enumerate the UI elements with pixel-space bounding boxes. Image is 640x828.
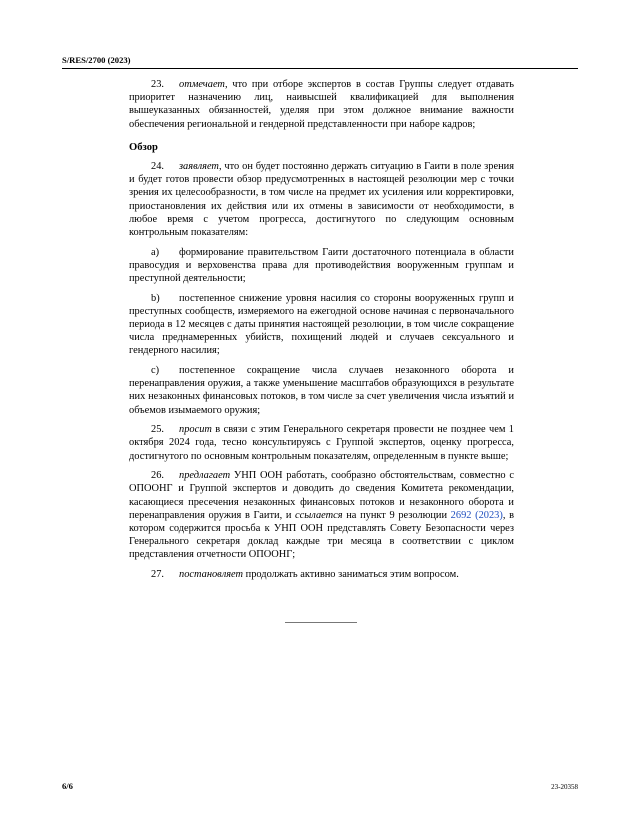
document-symbol: S/RES/2700 (2023) xyxy=(62,55,578,69)
section-title: Обзор xyxy=(129,141,158,153)
page-number: 6/6 xyxy=(62,781,73,791)
paragraph-26: 26. предлагает УНП ООН работать, сообразно обстоятельствам, совместно с ОПООНГ и Группой экспертов и доводить до сведения Комитета рекомендации, касающиеся пресечения незаконных финансовых потоков и незаконного оборота и перенаправления оружия в Гаити, и ссылается на пункт 9 резолюции 2692 (2023), в котором содержится просьба к УНП ООН представлять Совету Безопасности через Генерального секретаря доклад каждые три месяца в соответствии с циклом представления отчетности ОПООНГ; xyxy=(129,470,514,561)
subparagraph-b: b) постепенное снижение уровня насилия со стороны вооруженных групп и преступных сообществ, измеряемого на ежегодной основе начиная с первоначального периода в 12 месяцев с даты принятия настоящей резолюции, в том числе сокращение числа преднамеренных убийств, похищений людей и случаев сексуального и гендерного насилия; xyxy=(129,292,514,357)
document-body xyxy=(129,78,514,588)
paragraph-27: 27. постановляет продолжать активно заниматься этим вопросом. xyxy=(151,569,459,581)
document-code: 23-20358 xyxy=(551,783,578,791)
resolution-link[interactable]: 2692 (2023) xyxy=(450,509,503,521)
subparagraph-c: c) постепенное сокращение числа случаев незаконного оборота и перенаправления оружия, а также уменьшение масштабов образующихся в результате них незаконных финансовых потоков, в том числе за счет увеличения числа изъятий и объемов изымаемого оружия; xyxy=(129,365,514,416)
paragraph-23: 23. отмечает, что при отборе экспертов в состав Группы следует отдавать приоритет назначению лиц, наивысшей квалификацией для выполнения вышеуказанных обязанностей, уделяя при этом должное внимание важности обеспечения региональной и гендерной представленности при наборе кадров; xyxy=(129,79,514,130)
paragraph-24: 24. заявляет, что он будет постоянно держать ситуацию в Гаити в поле зрения и будет готов провести обзор предусмотренных в настоящей резолюции мер с точки зрения их целесообразности, в том числе на предмет их усиления или корректировки, приостановления их действия или их отмены в зависимости от необходимости, в любое время с учетом прогресса, достигнутого по следующим основным контрольным показателям: xyxy=(129,161,514,239)
end-separator xyxy=(285,622,357,623)
subparagraph-a: a) формирование правительством Гаити достаточного потенциала в области правосудия и верховенства права для противодействия вооруженным группам и преступной деятельности; xyxy=(129,246,514,285)
paragraph-25: 25. просит в связи с этим Генерального секретаря провести не позднее чем 1 октября 2024 года, тесно консультируясь с Группой экспертов, оценку прогресса, достигнутого по основным контрольным показателям, определенным в пункте выше; xyxy=(129,424,514,462)
